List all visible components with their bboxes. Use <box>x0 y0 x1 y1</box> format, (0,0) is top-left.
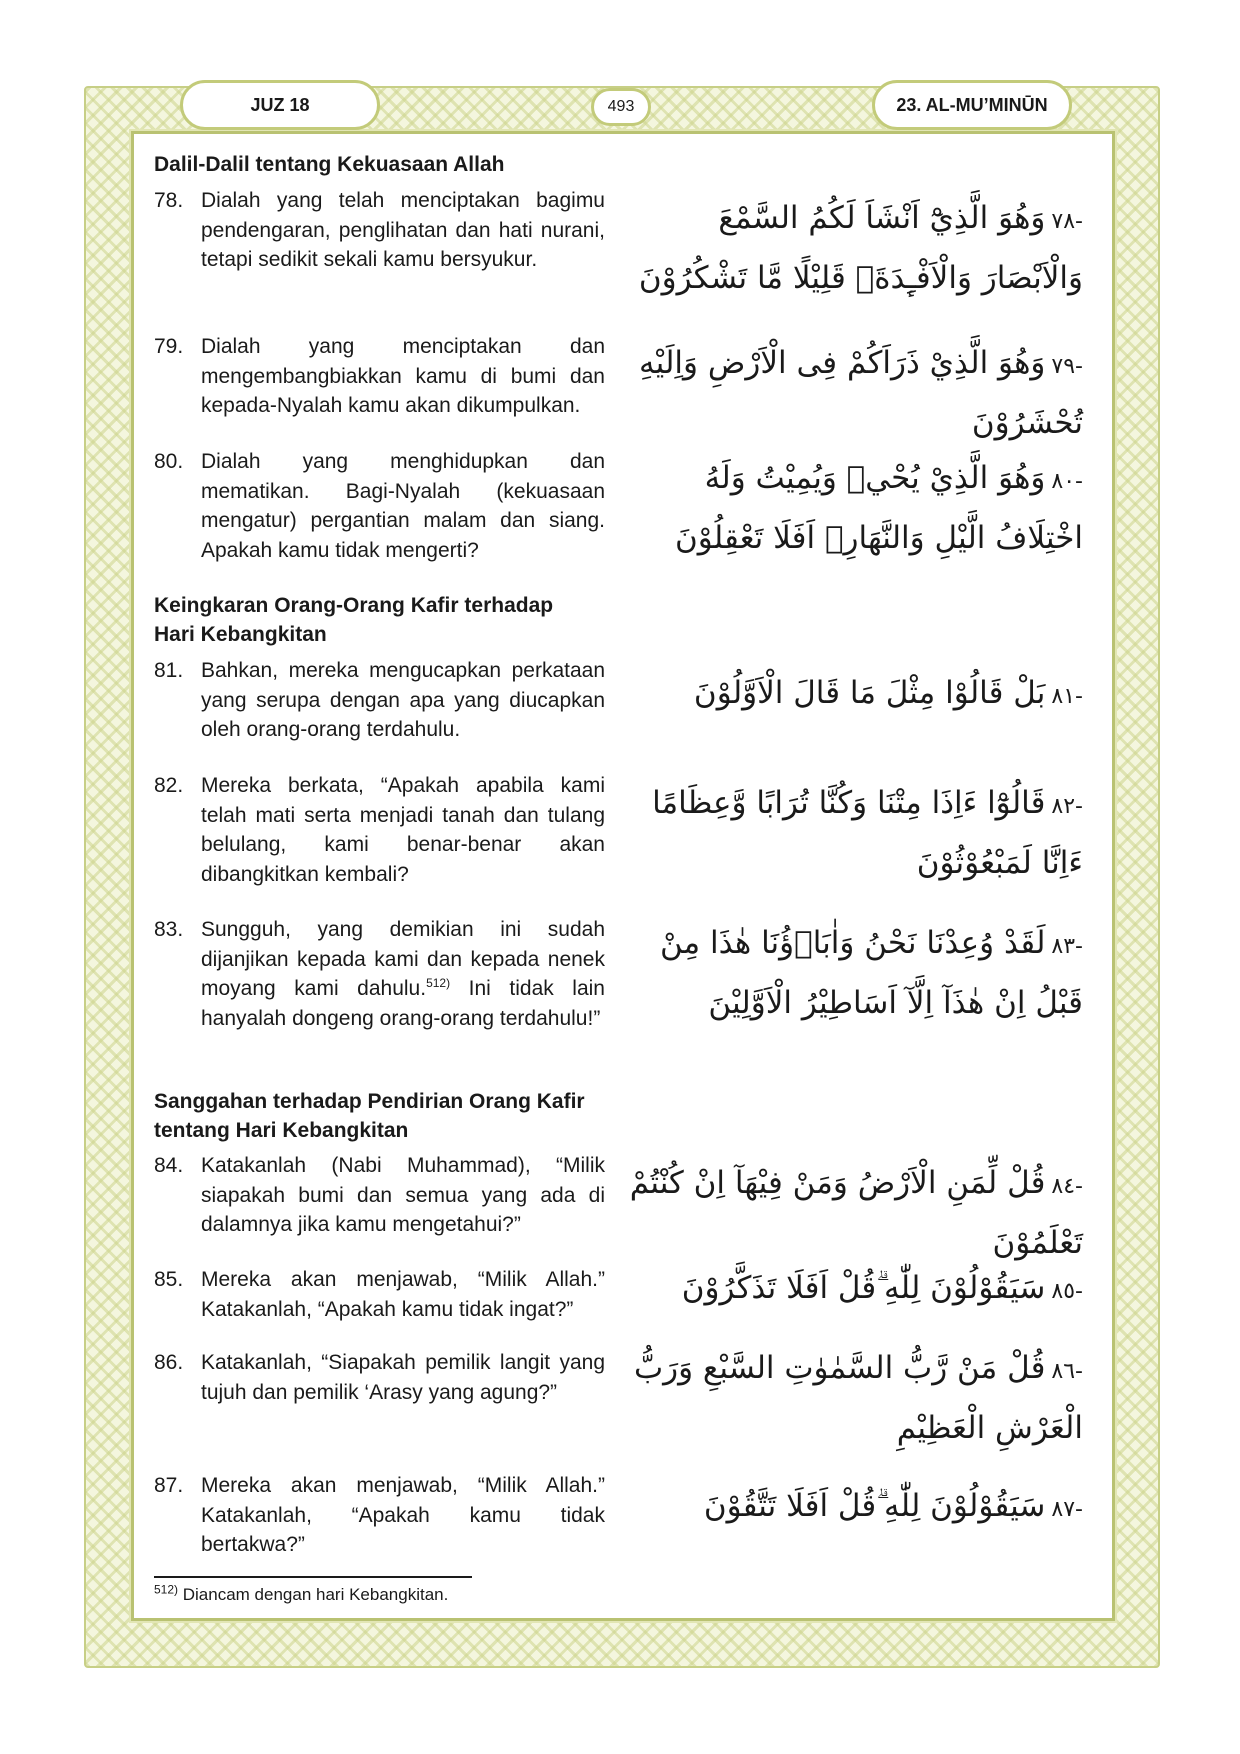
verse-text-part: Sungguh, yang demikian ini sudah dijanjikan kepada kami dan kepada nenek moyang kami dahulu. <box>201 918 605 1000</box>
arabic-verse-number: -٨٥ <box>1051 1279 1083 1304</box>
verse-number: 83. <box>154 918 184 941</box>
arabic-verse-text: قُلْ مَنْ رَّبُّ السَّمٰوٰتِ السَّبْعِ وَرَبُّ الْعَرْشِ الْعَظِيْمِ <box>633 1350 1083 1446</box>
verse-translation: Katakanlah (Nabi Muhammad), “Milik siapakah bumi dan semua yang ada di dalamnya jika kamu mengetahui?” <box>201 1154 605 1236</box>
arabic-verse-text: لَقَدْ وُعِدْنَا نَحْنُ وَاٰبَاۤؤُنَا هٰذَا مِنْ قَبْلُ اِنْ هٰذَآ اِلَّآ اَسَاطِيْرُ الْاَوَّلِيْنَ <box>659 925 1083 1021</box>
arabic-verse-text: بَلْ قَالُوْا مِثْلَ مَا قَالَ الْاَوَّلُوْنَ <box>693 675 1046 711</box>
verse-number: 84. <box>154 1154 184 1177</box>
verse-translation: Bahkan, mereka mengucapkan perkataan yang serupa dengan apa yang diucapkan oleh orang-orang terdahulu. <box>201 659 605 741</box>
arabic-verse <box>628 1478 1083 1538</box>
arabic-verse <box>628 335 1083 451</box>
verse-number: 87. <box>154 1474 184 1497</box>
arabic-verse-number: -٨٦ <box>1051 1359 1083 1384</box>
verse-translation: Mereka akan menjawab, “Milik Allah.” Katakanlah, “Apakah kamu tidak ingat?” <box>201 1268 605 1321</box>
section-heading: Keingkaran Orang-Orang Kafir terhadap Hari Kebangkitan <box>154 594 554 646</box>
arabic-verse-number: -٨٤ <box>1051 1174 1083 1199</box>
arabic-verse <box>628 450 1083 566</box>
verse-translation <box>201 915 605 1033</box>
verse-number: 80. <box>154 450 184 473</box>
verse-translation: Dialah yang menghidupkan dan mematikan. Bagi-Nyalah (kekuasaan mengatur) pergantian malam dan siang. Apakah kamu tidak mengerti? <box>201 450 605 562</box>
arabic-verse-text: وَهُوَ الَّذِيْ يُحْيٖ وَيُمِيْتُ وَلَهُ اخْتِلَافُ الَّيْلِ وَالنَّهَارِۗ اَفَلَا تَعْقِلُوْنَ <box>675 460 1083 556</box>
verse-translation: Mereka akan menjawab, “Milik Allah.” Katakanlah, “Apakah kamu tidak bertakwa?” <box>201 1474 605 1556</box>
verse-number: 81. <box>154 659 184 682</box>
arabic-verse <box>628 775 1083 891</box>
arabic-verse <box>628 665 1083 725</box>
verse-text-part: Ini tidak lain hanyalah dongeng orang-orang terdahulu!” <box>201 977 605 1030</box>
arabic-verse-number: -٨٣ <box>1051 934 1083 959</box>
arabic-verse-text: قَالُوْٓا ءَاِذَا مِتْنَا وَكُنَّا تُرَابًا وَّعِظَامًا ءَاِنَّا لَمَبْعُوْثُوْنَ <box>652 785 1083 881</box>
section-heading: Sanggahan terhadap Pendirian Orang Kafir tentang Hari Kebangkitan <box>154 1090 585 1142</box>
arabic-verse <box>628 1155 1083 1271</box>
arabic-verse-text: سَيَقُوْلُوْنَ لِلّٰهِ ۗقُلْ اَفَلَا تَذَكَّرُوْنَ <box>681 1270 1046 1306</box>
arabic-verse <box>628 1260 1083 1320</box>
verse-translation: Katakanlah, “Siapakah pemilik langit yang tujuh dan pemilik ‘Arasy yang agung?” <box>201 1351 605 1404</box>
page-number: 493 <box>591 88 651 126</box>
verse-number: 78. <box>154 189 184 212</box>
footnote-number: 512) <box>154 1582 179 1597</box>
verse-number: 82. <box>154 774 184 797</box>
verse-translation: Mereka berkata, “Apakah apabila kami telah mati serta menjadi tanah dan tulang belulang, kami benar-benar akan dibangkitkan kembali? <box>201 774 605 886</box>
surah-title: 23. AL-MU’MINŪN <box>872 80 1072 130</box>
arabic-verse-number: -٨٠ <box>1051 469 1083 494</box>
arabic-verse-number: -٨١ <box>1051 684 1083 709</box>
arabic-verse-text: سَيَقُوْلُوْنَ لِلّٰهِ ۗقُلْ اَفَلَا تَتَّقُوْنَ <box>703 1488 1046 1524</box>
verse-translation: Dialah yang telah menciptakan bagimu pendengaran, penglihatan dan hati nurani, tetapi sedikit sekali kamu bersyukur. <box>201 189 605 271</box>
verse-number: 79. <box>154 335 184 358</box>
arabic-verse-text: وَهُوَ الَّذِيْٓ اَنْشَاَ لَكُمُ السَّمْعَ وَالْاَبْصَارَ وَالْاَفْـِٕدَةَۗ قَلِيْلًا مَّا تَشْكُرُوْنَ <box>638 200 1083 296</box>
juz-label: JUZ 18 <box>180 80 380 130</box>
arabic-verse <box>628 1340 1083 1456</box>
section-heading: Dalil-Dalil tentang Kekuasaan Allah <box>154 153 505 176</box>
arabic-verse-number: -٧٩ <box>1051 354 1083 379</box>
footnote-text: Diancam dengan hari Kebangkitan. <box>178 1585 449 1604</box>
arabic-verse-number: -٨٢ <box>1051 794 1083 819</box>
arabic-verse <box>628 190 1083 306</box>
arabic-verse-text: وَهُوَ الَّذِيْ ذَرَاَكُمْ فِى الْاَرْضِ وَاِلَيْهِ تُحْشَرُوْنَ <box>639 345 1083 441</box>
verse-number: 85. <box>154 1268 184 1291</box>
arabic-verse-number: -٨٧ <box>1051 1497 1083 1522</box>
footnote-marker: 512) <box>426 976 451 990</box>
arabic-verse-number: -٧٨ <box>1051 209 1083 234</box>
verse-number: 86. <box>154 1351 184 1374</box>
verse-translation: Dialah yang menciptakan dan mengembangbiakkan kamu di bumi dan kepada-Nyalah kamu akan dikumpulkan. <box>201 335 605 417</box>
footnote <box>154 1584 754 1606</box>
arabic-verse <box>628 915 1083 1031</box>
footnote-divider <box>154 1576 472 1578</box>
arabic-verse-text: قُلْ لِّمَنِ الْاَرْضُ وَمَنْ فِيْهَآ اِنْ كُنْتُمْ تَعْلَمُوْنَ <box>629 1165 1083 1261</box>
